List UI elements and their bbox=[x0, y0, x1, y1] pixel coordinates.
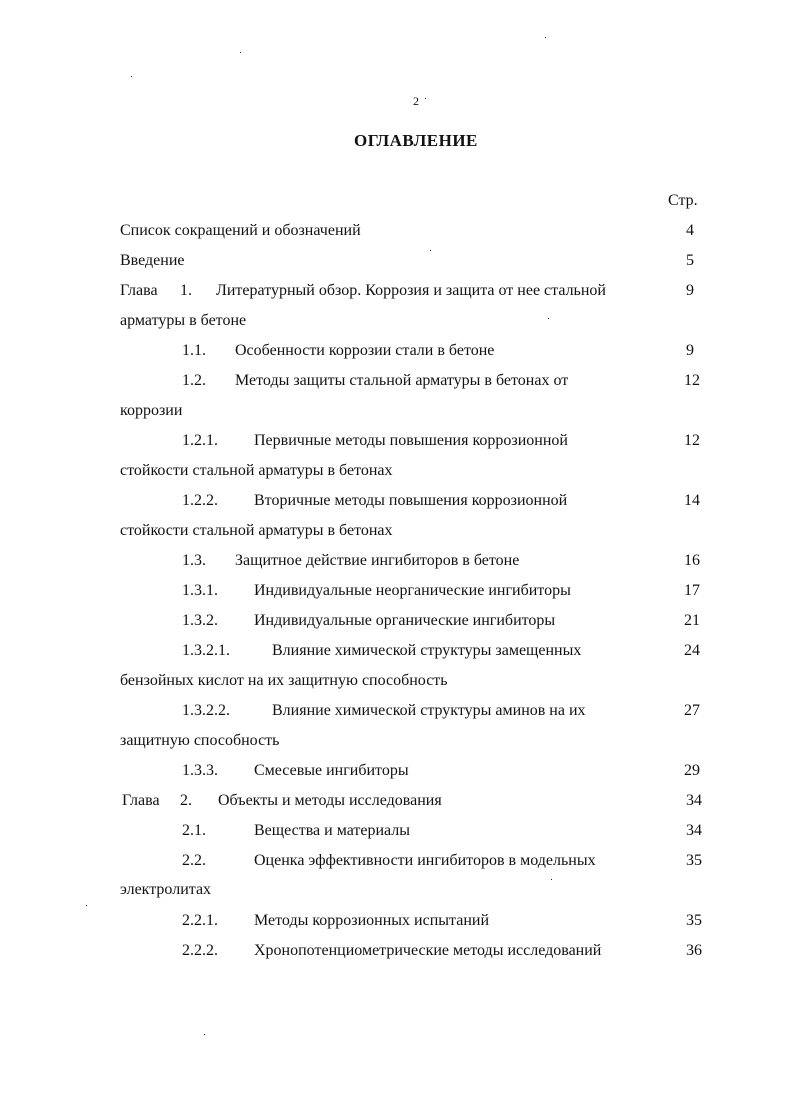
toc-chapter-label: Глава bbox=[120, 282, 158, 299]
toc-entry-number: 1.3.2.2. bbox=[182, 702, 230, 719]
toc-entry-page: 34 bbox=[686, 822, 702, 839]
toc-entry-text: Введение bbox=[120, 252, 185, 269]
scan-speck bbox=[240, 52, 241, 53]
toc-entry-text: Методы защиты стальной арматуры в бетонах от bbox=[235, 372, 569, 389]
toc-entry-page: 16 bbox=[684, 552, 700, 569]
toc-entry-text: Вещества и материалы bbox=[254, 822, 411, 839]
toc-entry-number: 2.1. bbox=[182, 822, 206, 839]
page-column-label: Стр. bbox=[668, 192, 698, 209]
page-number: 2 bbox=[413, 94, 419, 108]
toc-entry-page: 12 bbox=[684, 372, 700, 389]
scan-speck bbox=[545, 37, 546, 38]
toc-entry-continuation: арматуры в бетоне bbox=[120, 312, 247, 329]
toc-entry-number: 1.2. bbox=[182, 372, 206, 389]
toc-entry-number: 1.1. bbox=[182, 342, 206, 359]
scan-speck bbox=[204, 1034, 205, 1035]
toc-entry-number: 2. bbox=[180, 792, 192, 809]
toc-entry-continuation: электролитах bbox=[120, 881, 212, 898]
toc-entry-continuation: коррозии bbox=[120, 402, 183, 419]
toc-entry-text: Первичные методы повышения коррозионной bbox=[254, 432, 568, 449]
toc-entry-text: Индивидуальные неорганические ингибиторы bbox=[254, 582, 571, 599]
scan-speck bbox=[131, 76, 132, 77]
toc-entry-page: 21 bbox=[684, 612, 700, 629]
scan-speck bbox=[86, 905, 87, 906]
toc-entry-page: 24 bbox=[684, 642, 700, 659]
toc-entry-continuation: стойкости стальной арматуры в бетонах bbox=[120, 522, 393, 539]
toc-entry-text: Хронопотенциометрические методы исследований bbox=[254, 942, 602, 959]
toc-entry-text: Особенности коррозии стали в бетоне bbox=[235, 342, 495, 359]
toc-chapter-label: Глава bbox=[122, 792, 160, 809]
toc-entry-text: Литературный обзор. Коррозия и защита от нее стальной bbox=[216, 282, 606, 299]
toc-entry-number: 1.3.2.1. bbox=[182, 642, 230, 659]
toc-entry-number: 1.3. bbox=[182, 552, 206, 569]
toc-entry-text: Индивидуальные органические ингибиторы bbox=[254, 612, 556, 629]
toc-entry-text: Оценка эффективности ингибиторов в модельных bbox=[254, 852, 596, 869]
toc-entry-text: Смесевые ингибиторы bbox=[254, 762, 409, 779]
toc-entry-number: 1.3.2. bbox=[182, 612, 218, 629]
toc-entry-page: 14 bbox=[684, 492, 700, 509]
toc-entry-text: Защитное действие ингибиторов в бетоне bbox=[235, 552, 520, 569]
toc-entry-page: 12 bbox=[684, 432, 700, 449]
toc-entry-text: Влияние химической структуры замещенных bbox=[272, 642, 582, 659]
toc-entry-continuation: бензойных кислот на их защитную способность bbox=[120, 672, 448, 689]
toc-entry-number: 1.2.2. bbox=[182, 492, 218, 509]
toc-entry-page: 5 bbox=[686, 252, 694, 269]
toc-entry-page: 9 bbox=[686, 282, 694, 299]
toc-entry-number: 1.3.3. bbox=[182, 762, 218, 779]
scan-speck bbox=[430, 250, 431, 251]
toc-entry-text: Вторичные методы повышения коррозионной bbox=[254, 492, 568, 509]
toc-entry-page: 9 bbox=[686, 342, 694, 359]
toc-entry-text: Объекты и методы исследования bbox=[218, 792, 442, 809]
toc-entry-page: 34 bbox=[686, 792, 702, 809]
toc-entry-text: Методы коррозионных испытаний bbox=[254, 912, 489, 929]
scan-speck bbox=[425, 98, 426, 99]
toc-entry-page: 35 bbox=[686, 852, 702, 869]
toc-entry-number: 2.2.2. bbox=[182, 942, 218, 959]
toc-entry-text: Влияние химической структуры аминов на их bbox=[272, 702, 586, 719]
toc-entry-number: 1.2.1. bbox=[182, 432, 218, 449]
toc-entry-number: 2.2.1. bbox=[182, 912, 218, 929]
toc-entry-page: 27 bbox=[684, 702, 700, 719]
toc-entry-text: Список сокращений и обозначений bbox=[120, 222, 361, 239]
scan-speck bbox=[548, 318, 549, 319]
toc-entry-number: 1. bbox=[180, 282, 192, 299]
page-title: ОГЛАВЛЕНИЕ bbox=[354, 131, 478, 150]
toc-entry-number: 1.3.1. bbox=[182, 582, 218, 599]
toc-entry-page: 17 bbox=[684, 582, 700, 599]
toc-entry-number: 2.2. bbox=[182, 852, 206, 869]
toc-entry-page: 35 bbox=[686, 912, 702, 929]
toc-entry-page: 29 bbox=[684, 762, 700, 779]
toc-entry-page: 4 bbox=[686, 222, 694, 239]
scan-speck bbox=[551, 879, 552, 880]
toc-entry-continuation: защитную способность bbox=[120, 732, 280, 749]
toc-entry-continuation: стойкости стальной арматуры в бетонах bbox=[120, 462, 393, 479]
toc-entry-page: 36 bbox=[686, 942, 702, 959]
